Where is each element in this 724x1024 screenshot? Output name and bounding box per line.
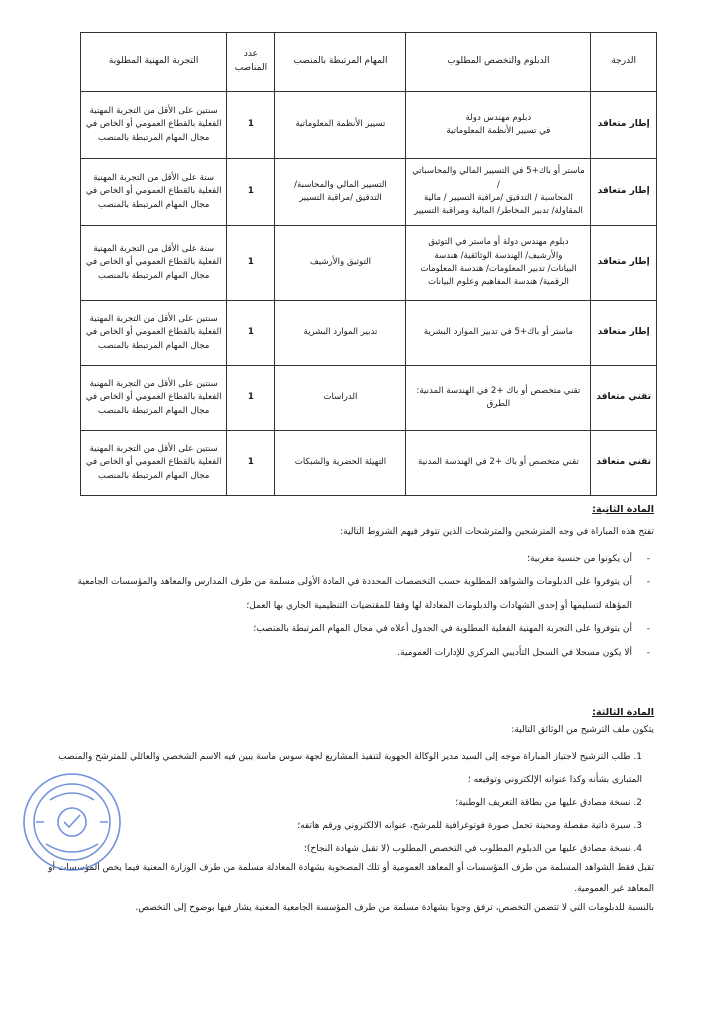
header-grade: الدرجة: [591, 33, 657, 92]
cell-tasks: تسيير الأنظمة المعلوماتية: [275, 92, 406, 159]
cell-grade: إطار متعاقد: [591, 226, 657, 301]
official-stamp-icon: [20, 770, 124, 874]
list-item: 1. طلب الترشيح لاجتياز المباراة موجه إلى السيد مدير الوكالة الجهوية لتنفيذ المشاريع لجهة سوس ماسة يبين فيه الاسم الشخصي والعائلي للمترشح والمنصب المتبارى بشأنه وكذا عنوانه الإلكتروني وتوقيعه ؛: [58, 752, 642, 785]
header-experience: التجربة المهنية المطلوبة: [81, 33, 227, 92]
list-item: - أن يتوفروا على الدبلومات والشواهد المطلوبة حسب التخصصات المحددة في المادة الأولى مسلمة من طرف المدارس والمعاهد والمؤسسات الجامعية المؤهلة لتسليمها أو إحدى الشهادات والدبلومات المعادلة لها وفقا للمقتضيات التنظيمية الجاري بها العمل؛: [54, 571, 654, 618]
cell-experience: سنتين على الأقل من التجربة المهنية الفعلية بالقطاع العمومي أو الخاص في مجال المهام المرتبطة بالمنصب: [81, 92, 227, 159]
table-header-row: [81, 33, 657, 92]
cell-diploma: تقني متخصص أو باك +2 في الهندسة المدنية: [406, 431, 591, 496]
article-3-note-specialty: بالنسبة للدبلومات التي لا تتضمن التخصص، ترفق وجوبا بشهادة مسلمة من طرف المؤسسة الجامعية المعنية يشار فيها بوضوح إلى التخصص.: [135, 903, 654, 913]
cell-count: 1: [227, 92, 275, 159]
cell-diploma: تقني متخصص أو باك +2 في الهندسة المدنية: الطرق: [406, 366, 591, 431]
table-row: [81, 226, 657, 301]
cell-diploma: دبلوم مهندس دولة في تسيير الأنظمة المعلوماتية: [406, 92, 591, 159]
cell-diploma: ماستر أو باك+5 في التسيير المالي والمحاسباتي / المحاسبة / التدقيق /مراقبة التسيير / مالية المقاولة/ تدبير المخاطر/ المالية ومراقبة التسيير: [406, 159, 591, 226]
cell-tasks: التسيير المالي والمحاسبة/ التدقيق /مراقبة التسيير: [275, 159, 406, 226]
article-3-intro: يتكون ملف الترشيح من الوثائق التالية:: [511, 725, 654, 735]
cell-diploma: دبلوم مهندس دولة أو ماستر في التوثيق والأرشيف/ الهندسة الوثائقية/ هندسة البيانات/ تدبير المعلومات/ هندسة المعلومات الرقمية/ هندسة المفاهيم وعلوم البيانات: [406, 226, 591, 301]
cell-grade: إطار متعاقد: [591, 159, 657, 226]
table-row: [81, 159, 657, 226]
header-diploma: الدبلوم والتخصص المطلوب: [406, 33, 591, 92]
cell-experience: سنة على الأقل من التجربة المهنية الفعلية بالقطاع العمومي أو الخاص في مجال المهام المرتبطة بالمنصب: [81, 159, 227, 226]
table-row: [81, 92, 657, 159]
cell-count: 1: [227, 226, 275, 301]
cell-tasks: تدبير الموارد البشرية: [275, 301, 406, 366]
cell-count: 1: [227, 301, 275, 366]
cell-grade: إطار متعاقد: [591, 301, 657, 366]
article-3-title: المادة الثالثة:: [592, 707, 654, 718]
table-row: [81, 431, 657, 496]
cell-count: 1: [227, 431, 275, 496]
article-3-documents: [44, 746, 654, 861]
header-tasks: المهام المرتبطة بالمنصب: [275, 33, 406, 92]
list-item: - ألا يكون مسجلا في السجل التأديبي المركزي للإدارات العمومية.: [54, 642, 654, 665]
cell-tasks: الدراسات: [275, 366, 406, 431]
list-item: 4. نسخة مصادق عليها من الدبلوم المطلوب في التخصص المطلوب (لا تقبل شهادة النجاح)؛: [304, 843, 642, 854]
positions-table: [80, 32, 657, 496]
cell-experience: سنة على الأقل من التجربة المهنية الفعلية بالقطاع العمومي أو الخاص في مجال المهام المرتبطة بالمنصب: [81, 226, 227, 301]
cell-count: 1: [227, 366, 275, 431]
cell-experience: سنتين على الأقل من التجربة المهنية الفعلية بالقطاع العمومي أو الخاص في مجال المهام المرتبطة بالمنصب: [81, 431, 227, 496]
list-item: - أن يكونوا من جنسية مغربية؛: [54, 548, 654, 571]
header-count: عدد المناصب: [227, 33, 275, 92]
list-item: 2. نسخة مصادق عليها من بطاقة التعريف الوطنية؛: [455, 797, 642, 808]
cell-tasks: التهيئة الحضرية والشبكات: [275, 431, 406, 496]
cell-grade: تقني متعاقد: [591, 366, 657, 431]
cell-count: 1: [227, 159, 275, 226]
cell-grade: إطار متعاقد: [591, 92, 657, 159]
article-3-note-accepted: تقبل فقط الشواهد المسلمة من طرف المؤسسات أو المعاهد العمومية أو تلك المصحوبة بشهادة المعادلة مسلمة من طرف الوزارة المعنية فيما يخص المؤسسات أو المعاهد غير العمومية.: [48, 863, 654, 894]
table-row: [81, 301, 657, 366]
cell-grade: تقني متعاقد: [591, 431, 657, 496]
cell-tasks: التوثيق والأرشيف: [275, 226, 406, 301]
list-item: - أن يتوفروا على التجربة المهنية الفعلية المطلوبة في الجدول أعلاه في مجال المهام المرتبطة بالمنصب؛: [54, 618, 654, 641]
cell-experience: سنتين على الأقل من التجربة المهنية الفعلية بالقطاع العمومي أو الخاص في مجال المهام المرتبطة بالمنصب: [81, 366, 227, 431]
article-2-conditions: [54, 548, 654, 665]
article-2-intro: تفتح هذه المباراة في وجه المترشحين والمترشحات الذين تتوفر فيهم الشروط التالية:: [340, 527, 654, 537]
article-2-title: المادة الثانية:: [592, 504, 654, 515]
list-item: 3. سيرة ذاتية مفصلة ومحينة تحمل صورة فوتوغرافية للمرشح، عنوانه الالكتروني ورقم هاتفه؛: [297, 820, 642, 831]
cell-diploma: ماستر أو باك+5 في تدبير الموارد البشرية: [406, 301, 591, 366]
table-row: [81, 366, 657, 431]
cell-experience: سنتين على الأقل من التجربة المهنية الفعلية بالقطاع العمومي أو الخاص في مجال المهام المرتبطة بالمنصب: [81, 301, 227, 366]
